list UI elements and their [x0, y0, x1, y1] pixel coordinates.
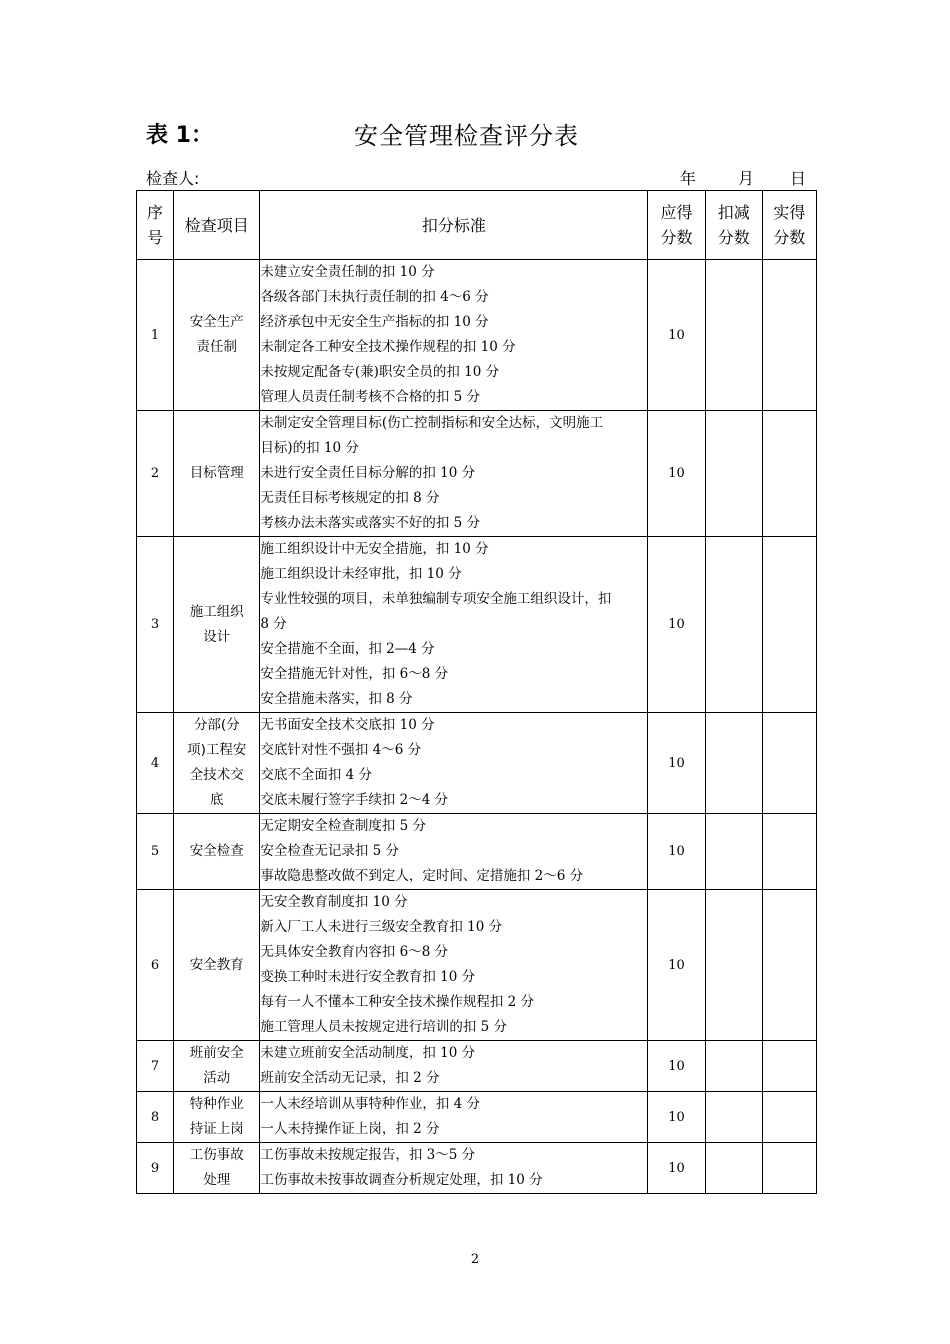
- table-row: [137, 1041, 817, 1092]
- deducted-score-cell[interactable]: [705, 1041, 762, 1092]
- check-item: [174, 1143, 260, 1194]
- check-item: [174, 1092, 260, 1143]
- check-item-line: 安全检查: [189, 843, 244, 859]
- table-row: [137, 537, 817, 713]
- deducted-score-cell[interactable]: [705, 1092, 762, 1143]
- deducted-score-cell[interactable]: [705, 260, 762, 411]
- check-item: [174, 814, 260, 890]
- deduction-rule: 每有一人不懂本工种安全技术操作规程扣 2 分: [260, 994, 535, 1010]
- deduction-standard: [260, 260, 648, 411]
- deduction-rule: 未进行安全责任目标分解的扣 10 分: [260, 465, 476, 481]
- table-row: [137, 1092, 817, 1143]
- deduction-rule: 8 分: [260, 616, 287, 632]
- deduction-rule: 未建立安全责任制的扣 10 分: [260, 264, 435, 280]
- table-label: 表 1：: [146, 123, 213, 148]
- deduction-standard: [260, 411, 648, 537]
- deduction-rule: 无定期安全检查制度扣 5 分: [260, 818, 427, 834]
- check-item: [174, 713, 260, 814]
- deduction-rule: 班前安全活动无记录，扣 2 分: [260, 1070, 440, 1086]
- inspector-label: 检查人:: [146, 169, 200, 188]
- check-item: [174, 890, 260, 1041]
- check-item-line: 活动: [203, 1070, 231, 1086]
- row-number: 7: [137, 1041, 174, 1092]
- check-item-line: 特种作业: [189, 1096, 244, 1112]
- deduction-rule: 施工组织设计中无安全措施，扣 10 分: [260, 541, 489, 557]
- page-number: 2: [470, 1252, 480, 1267]
- check-item-line: 全技术交: [189, 767, 244, 783]
- deduction-standard: [260, 1143, 648, 1194]
- deduction-rule: 经济承包中无安全生产指标的扣 10 分: [260, 314, 489, 330]
- deduction-rule: 交底未履行签字手续扣 2～4 分: [260, 792, 449, 808]
- deduction-rule: 新入厂工人未进行三级安全教育扣 10 分: [260, 919, 503, 935]
- deduction-rule: 目标)的扣 10 分: [260, 440, 359, 456]
- actual-score-cell[interactable]: [762, 1092, 816, 1143]
- check-item-line: 分部(分: [193, 717, 240, 733]
- check-item-line: 施工组织: [189, 603, 244, 620]
- actual-score-cell[interactable]: [762, 1143, 816, 1194]
- due-score: 10: [648, 411, 705, 537]
- header-no: 序 号: [137, 191, 174, 260]
- table-row: [137, 411, 817, 537]
- deduction-rule: 专业性较强的项目，未单独编制专项安全施工组织设计，扣: [260, 591, 612, 607]
- deduction-rule: 交底针对性不强扣 4～6 分: [260, 742, 422, 758]
- header-item: 检查项目: [174, 191, 260, 260]
- due-score: 10: [648, 260, 705, 411]
- actual-score-cell[interactable]: [762, 411, 816, 537]
- row-number: 9: [137, 1143, 174, 1194]
- check-item-line: 责任制: [196, 339, 237, 355]
- meta-row: [146, 166, 806, 190]
- due-score: 10: [648, 890, 705, 1041]
- table-row: [137, 713, 817, 814]
- page-title: 安全管理检查评分表: [354, 122, 579, 150]
- deduction-rule: 一人未持操作证上岗，扣 2 分: [260, 1121, 440, 1137]
- check-item-line: 目标管理: [189, 465, 244, 481]
- actual-score-cell[interactable]: [762, 260, 816, 411]
- deduction-rule: 未制定安全管理目标(伤亡控制指标和安全达标，文明施工: [260, 415, 604, 431]
- check-item-line: 安全生产: [189, 314, 244, 330]
- check-item-line: 持证上岗: [189, 1121, 244, 1137]
- actual-score-cell[interactable]: [762, 537, 816, 713]
- deducted-score-cell[interactable]: [705, 890, 762, 1041]
- row-number: 8: [137, 1092, 174, 1143]
- check-item-line: 工伤事故: [189, 1147, 244, 1163]
- deduction-standard: [260, 537, 648, 713]
- check-item: [174, 411, 260, 537]
- actual-score-cell[interactable]: [762, 814, 816, 890]
- year-label: 年: [680, 169, 697, 188]
- due-score: 10: [648, 1041, 705, 1092]
- score-table: [136, 190, 817, 1194]
- check-item: [174, 537, 260, 713]
- deduction-rule: 考核办法未落实或落实不好的扣 5 分: [260, 515, 481, 531]
- deduction-rule: 无书面安全技术交底扣 10 分: [260, 717, 435, 733]
- deduction-rule: 无具体安全教育内容扣 6～8 分: [260, 944, 449, 960]
- due-score: 10: [648, 1143, 705, 1194]
- header-deducted: 扣减 分数: [705, 191, 762, 260]
- due-score: 10: [648, 1092, 705, 1143]
- month-label: 月: [738, 169, 755, 188]
- deduction-rule: 未建立班前安全活动制度，扣 10 分: [260, 1045, 476, 1061]
- deduction-rule: 管理人员责任制考核不合格的扣 5 分: [260, 389, 481, 405]
- deduction-rule: 一人未经培训从事特种作业，扣 4 分: [260, 1096, 481, 1112]
- deduction-rule: 无安全教育制度扣 10 分: [260, 894, 408, 910]
- actual-score-cell[interactable]: [762, 890, 816, 1041]
- deduction-rule: 安全检查无记录扣 5 分: [260, 843, 400, 859]
- table-row: [137, 1143, 817, 1194]
- header: [146, 116, 806, 152]
- due-score: 10: [648, 537, 705, 713]
- deducted-score-cell[interactable]: [705, 537, 762, 713]
- actual-score-cell[interactable]: [762, 1041, 816, 1092]
- deduction-rule: 安全措施不全面，扣 2—4 分: [260, 641, 435, 657]
- row-number: 6: [137, 890, 174, 1041]
- check-item: [174, 260, 260, 411]
- deduction-standard: [260, 814, 648, 890]
- deduction-rule: 工伤事故未按事故调查分析规定处理，扣 10 分: [260, 1172, 543, 1188]
- deducted-score-cell[interactable]: [705, 713, 762, 814]
- deduction-rule: 安全措施无针对性，扣 6～8 分: [260, 666, 449, 682]
- check-item-line: 安全教育: [189, 956, 244, 973]
- deduction-rule: 各级各部门未执行责任制的扣 4～6 分: [260, 289, 489, 305]
- deducted-score-cell[interactable]: [705, 411, 762, 537]
- due-score: 10: [648, 814, 705, 890]
- day-label: 日: [790, 169, 807, 188]
- deduction-rule: 交底不全面扣 4 分: [260, 767, 373, 783]
- deducted-score-cell[interactable]: [705, 814, 762, 890]
- check-item-line: 底: [209, 792, 224, 808]
- deduction-rule: 施工组织设计未经审批，扣 10 分: [260, 566, 462, 582]
- deduction-rule: 施工管理人员未按规定进行培训的扣 5 分: [260, 1019, 508, 1035]
- deduction-rule: 安全措施未落实，扣 8 分: [260, 691, 413, 707]
- header-standard: 扣分标准: [260, 191, 648, 260]
- deduction-rule: 未按规定配备专(兼)职安全员的扣 10 分: [260, 364, 500, 380]
- deduction-standard: [260, 1041, 648, 1092]
- row-number: 2: [137, 411, 174, 537]
- deduction-standard: [260, 713, 648, 814]
- header-due: 应得 分数: [648, 191, 705, 260]
- row-number: 3: [137, 537, 174, 713]
- table-header-row: [137, 191, 817, 260]
- deduction-rule: 工伤事故未按规定报告，扣 3～5 分: [260, 1147, 476, 1163]
- check-item-line: 项)工程安: [187, 742, 247, 758]
- deduction-rule: 变换工种时未进行安全教育扣 10 分: [260, 969, 476, 985]
- table-row: [137, 814, 817, 890]
- table-row: [137, 260, 817, 411]
- deduction-rule: 未制定各工种安全技术操作规程的扣 10 分: [260, 339, 516, 355]
- deducted-score-cell[interactable]: [705, 1143, 762, 1194]
- row-number: 1: [137, 260, 174, 411]
- deduction-standard: [260, 890, 648, 1041]
- deduction-rule: 事故隐患整改做不到定人，定时间、定措施扣 2～6 分: [260, 868, 584, 884]
- deduction-rule: 无责任目标考核规定的扣 8 分: [260, 490, 440, 506]
- table-row: [137, 890, 817, 1041]
- check-item: [174, 1041, 260, 1092]
- header-actual: 实得 分数: [762, 191, 816, 260]
- due-score: 10: [648, 713, 705, 814]
- check-item-line: 设计: [203, 628, 231, 645]
- check-item-line: 班前安全: [189, 1045, 244, 1061]
- row-number: 4: [137, 713, 174, 814]
- deduction-standard: [260, 1092, 648, 1143]
- row-number: 5: [137, 814, 174, 890]
- check-item-line: 处理: [203, 1172, 231, 1188]
- actual-score-cell[interactable]: [762, 713, 816, 814]
